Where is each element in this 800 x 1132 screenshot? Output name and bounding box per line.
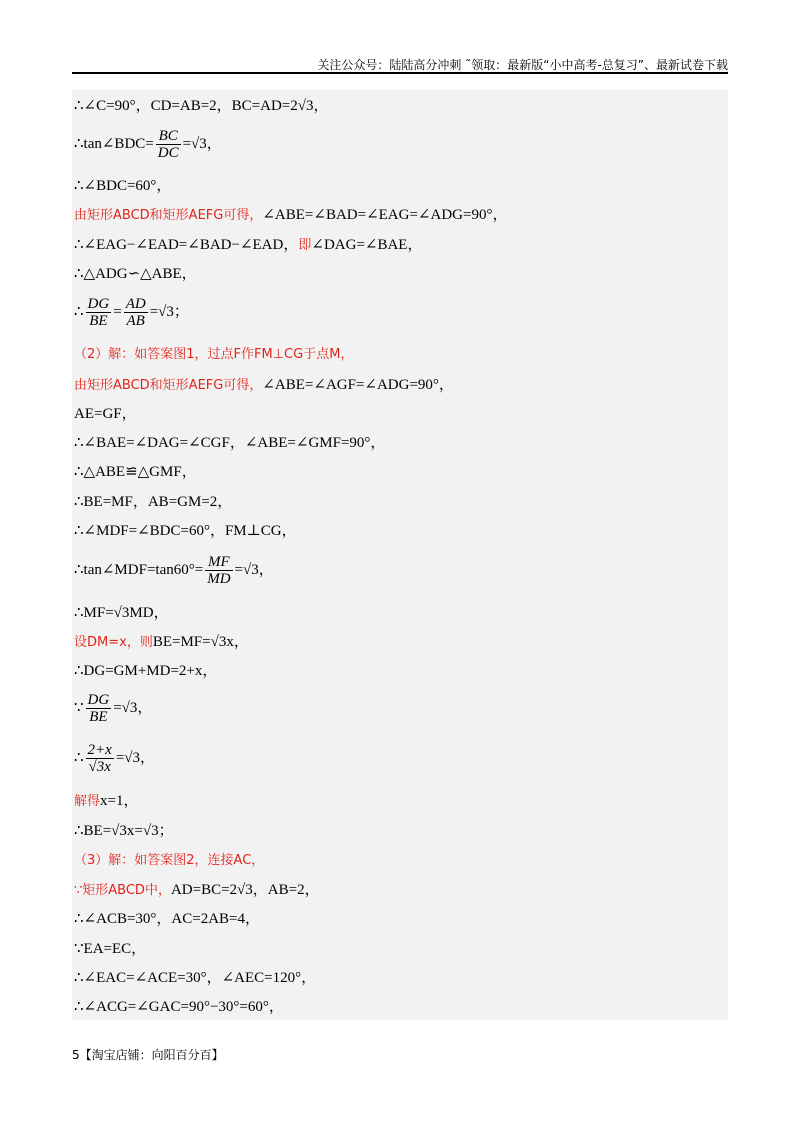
solution-content [72,90,728,1020]
text: AD=BC=2√3，AB=2， [170,882,320,898]
solution-line-16: ∴MF=√3MD， [74,605,169,621]
solution-line-13: ∴BE=MF，AB=GM=2， [74,494,233,510]
fraction [86,692,112,725]
denominator: BE [89,709,108,725]
solution-line-27: ∴∠EAC=∠ACE=30°，∠AEC=120°， [74,970,317,986]
numerator: BC [156,128,181,145]
solution-line-25: ∴∠ACB=30°，AC=2AB=4， [74,911,261,927]
red-text: 设DM=x，则 [74,635,153,650]
red-text: （3）解：如答案图2，连接AC， [74,853,265,868]
solution-line-8 [74,344,353,365]
solution-line-7: ∴ $\frac{DG}{BE}$ = $\frac{AD}{AB}$ =√3； [74,296,189,329]
text: ∴tan∠MDF=tan60°= [74,561,204,578]
solution-line-14: ∴∠MDF=∠BDC=60°，FM⊥CG， [74,523,297,539]
text: ∵ [74,699,84,716]
red-text: （2）解：如答案图1，过点F作FM⊥CG于点M， [74,347,354,362]
red-text: 由矩形ABCD和矩形AEFG可得， [74,208,263,223]
text: ∴∠EAG−∠EAD=∠BAD−∠EAD， [74,237,299,253]
header-rule [72,72,728,74]
denominator: √3x [88,759,111,775]
solution-line-1: ∴∠C=90°，CD=AB=2，BC=AD=2√3， [74,98,329,114]
red-text: ∵矩形ABCD中， [74,883,171,898]
fraction [86,296,112,329]
fraction [86,742,114,775]
text: =√3， [234,561,274,578]
page-header: 关注公众号：陆陆高分冲刺 ˜领取：最新版“小中高考-总复习”、最新试卷下载 [317,58,728,72]
denominator: DC [157,145,179,161]
solution-line-17 [74,632,249,653]
solution-line-2 [74,128,222,161]
denominator: AB [126,313,145,329]
text: ∴ [74,303,84,320]
solution-line-19 [74,692,152,725]
text: ∴tan∠BDC= [74,135,154,152]
solution-line-24 [74,880,320,901]
fraction [205,554,232,587]
shop-name: 【淘宝店铺：向阳百分百】 [79,1048,224,1062]
solution-line-18: ∴DG=GM+MD=2+x， [74,663,218,679]
numerator: DG [87,692,110,708]
page-number: 5 [72,1048,80,1062]
solution-line-4 [74,205,507,226]
text: BE=MF=√3x， [152,634,249,650]
numerator: 2+x [87,742,112,758]
text: =√3， [182,135,222,152]
text: =√3， [115,749,156,766]
text: ∠ABE=∠BAD=∠EAG=∠ADG=90°， [262,207,508,223]
text: ∠ABE=∠AGF=∠ADG=90°， [262,377,454,393]
solution-line-12: ∴△ABE≌△GMF， [74,464,197,480]
denominator: BE [89,313,108,329]
fraction [124,296,148,329]
page-footer [72,1046,224,1063]
numerator: MF [205,554,232,571]
solution-line-23 [74,850,264,871]
solution-line-10: AE=GF， [74,406,137,422]
red-text: 解得 [74,794,101,809]
text: =√3； [149,303,189,320]
solution-line-26: ∵EA=EC， [74,941,147,957]
solution-line-6: ∴△ADG∽△ABE， [74,266,197,282]
text: =√3， [113,699,153,716]
solution-line-11: ∴∠BAE=∠DAG=∠CGF，∠ABE=∠GMF=90°， [74,435,386,451]
text: x=1， [100,793,139,809]
text: ∴ [74,749,84,766]
text: ∠DAG=∠BAE， [311,237,423,253]
fraction [156,128,181,161]
solution-line-5 [74,235,422,256]
red-text: 由矩形ABCD和矩形AEFG可得， [74,378,263,393]
solution-line-22: ∴BE=√3x=√3； [74,823,174,839]
solution-line-21 [74,791,138,812]
numerator: AD [125,296,146,312]
denominator: MD [207,571,231,587]
solution-line-28: ∴∠ACG=∠GAC=90°−30°=60°， [74,999,284,1015]
solution-line-3: ∴∠BDC=60°， [74,178,172,194]
solution-line-20 [74,742,155,775]
red-text: 即 [298,238,312,253]
solution-line-15 [74,554,274,587]
solution-line-9 [74,375,454,396]
numerator: DG [87,296,110,312]
